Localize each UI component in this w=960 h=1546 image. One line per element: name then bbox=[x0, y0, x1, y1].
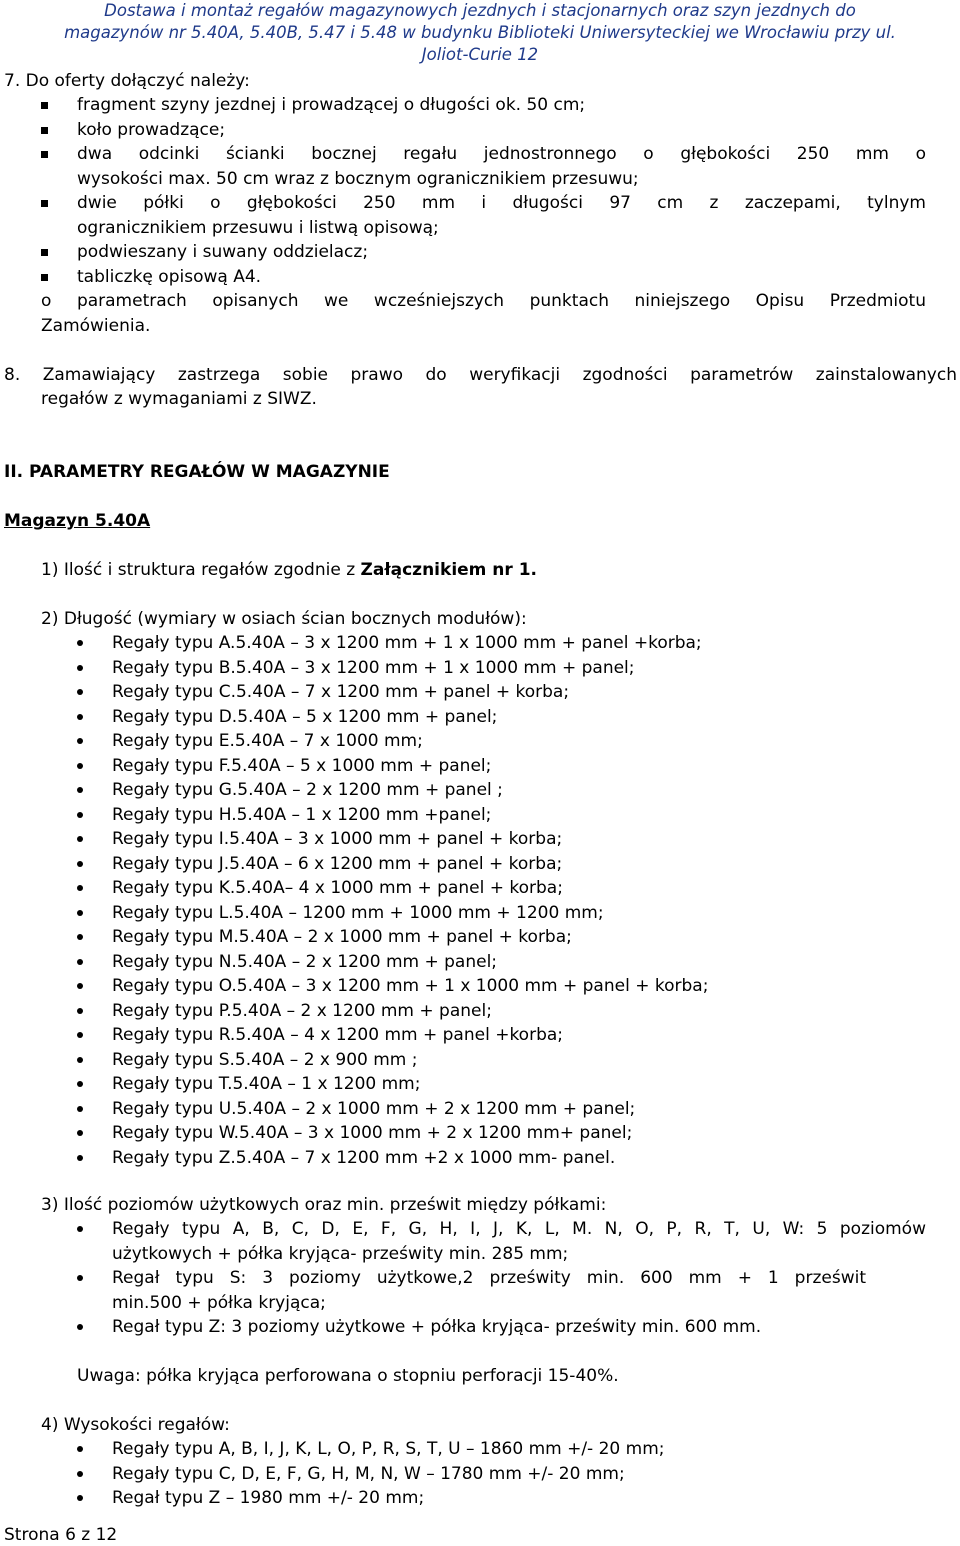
list-item: Regały typu A, B, I, J, K, L, O, P, R, S, T, U – 1860 mm +/- 20 mm; bbox=[112, 1439, 665, 1459]
list-item: Regały typu E.5.40A – 7 x 1000 mm; bbox=[112, 731, 423, 751]
list-item: Regał typu Z – 1980 mm +/- 20 mm; bbox=[112, 1488, 425, 1508]
bullet-icon bbox=[77, 836, 83, 842]
bullet-icon bbox=[77, 1032, 83, 1038]
bullet-icon bbox=[77, 861, 83, 867]
bullet-icon bbox=[77, 1008, 83, 1014]
bullet-icon bbox=[77, 1081, 83, 1087]
list-item: Regał typu Z: 3 poziomy użytkowe + półka kryjąca- prześwity min. 600 mm. bbox=[112, 1317, 762, 1337]
list-item: Regały typu A, B, C, D, E, F, G, H, I, J, K, L, M. N, O, P, R, T, U, W: 5 poziomów bbox=[112, 1219, 926, 1239]
list-item: Regały typu T.5.40A – 1 x 1200 mm; bbox=[112, 1074, 421, 1094]
list-item: Regały typu O.5.40A – 3 x 1200 mm + 1 x 1000 mm + panel + korba; bbox=[112, 976, 709, 996]
page-number: Strona 6 z 12 bbox=[4, 1525, 118, 1545]
list-item: dwa odcinki ścianki bocznej regału jednostronnego o głębokości 250 mm o bbox=[77, 144, 926, 164]
list-item: Regały typu C, D, E, F, G, H, M, N, W – 1780 mm +/- 20 mm; bbox=[112, 1463, 625, 1484]
square-bullet-icon bbox=[41, 127, 48, 134]
bullet-icon bbox=[77, 983, 83, 989]
list-item: Regały typu G.5.40A – 2 x 1200 mm + panel ; bbox=[112, 780, 503, 800]
list-item: Regały typu C.5.40A – 7 x 1200 mm + panel + korba; bbox=[112, 682, 570, 702]
list-item: fragment szyny jezdnej i prowadzącej o długości ok. 50 cm; bbox=[77, 95, 586, 115]
bullet-icon bbox=[77, 1057, 83, 1063]
list-item: Regały typu I.5.40A – 3 x 1000 mm + panel + korba; bbox=[112, 829, 563, 849]
list-item: Regały typu R.5.40A – 4 x 1200 mm + panel +korba; bbox=[112, 1025, 564, 1045]
list-item: Regały typu Z.5.40A – 7 x 1200 mm +2 x 1000 mm- panel. bbox=[112, 1147, 616, 1168]
list-item: Regały typu U.5.40A – 2 x 1000 mm + 2 x 1200 mm + panel; bbox=[112, 1098, 636, 1119]
bullet-icon bbox=[77, 763, 83, 769]
list-item: Regały typu W.5.40A – 3 x 1000 mm + 2 x 1200 mm+ panel; bbox=[112, 1123, 633, 1143]
section-8-text: 8. Zamawiający zastrzega sobie prawo do weryfikacji zgodności parametrów zainstalowanych bbox=[4, 365, 957, 385]
section-7-title: 7. Do oferty dołączyć należy: bbox=[4, 71, 250, 91]
list-item: koło prowadzące; bbox=[77, 120, 226, 140]
square-bullet-icon bbox=[41, 274, 48, 281]
bullet-icon bbox=[77, 665, 83, 671]
bullet-icon bbox=[77, 1495, 83, 1501]
list-item: Regały typu D.5.40A – 5 x 1200 mm + panel; bbox=[112, 706, 498, 727]
point-1: 1) Ilość i struktura regałów zgodnie z Załącznikiem nr 1. bbox=[41, 560, 537, 580]
list-item: Regały typu A.5.40A – 3 x 1200 mm + 1 x 1000 mm + panel +korba; bbox=[112, 633, 702, 653]
bullet-icon bbox=[77, 1275, 83, 1281]
list-item: Regały typu K.5.40A– 4 x 1000 mm + panel + korba; bbox=[112, 878, 563, 898]
bullet-icon bbox=[77, 738, 83, 744]
point-3-title: 3) Ilość poziomów użytkowych oraz min. prześwit między półkami: bbox=[41, 1195, 607, 1215]
list-item: podwieszany i suwany oddzielacz; bbox=[77, 242, 369, 262]
bullet-icon bbox=[77, 1155, 83, 1161]
list-item: Regały typu S.5.40A – 2 x 900 mm ; bbox=[112, 1049, 418, 1070]
section-heading: II. PARAMETRY REGAŁÓW W MAGAZYNIE bbox=[4, 462, 390, 482]
bullet-icon bbox=[77, 640, 83, 646]
list-item: Regały typu F.5.40A – 5 x 1000 mm + panel; bbox=[112, 755, 492, 776]
bullet-icon bbox=[77, 910, 83, 916]
list-item-continuation: ogranicznikiem przesuwu i listwą opisową; bbox=[77, 218, 439, 238]
list-item: Regały typu J.5.40A – 6 x 1200 mm + panel + korba; bbox=[112, 853, 563, 874]
bullet-icon bbox=[77, 1446, 83, 1452]
bullet-icon bbox=[77, 714, 83, 720]
bullet-icon bbox=[77, 885, 83, 891]
list-item: Regały typu L.5.40A – 1200 mm + 1000 mm + 1200 mm; bbox=[112, 902, 604, 923]
list-item: Regały typu N.5.40A – 2 x 1200 mm + panel; bbox=[112, 951, 498, 972]
bullet-icon bbox=[77, 1324, 83, 1330]
list-item-continuation: użytkowych + półka kryjąca- prześwity min. 285 mm; bbox=[112, 1244, 569, 1264]
note: Uwaga: półka kryjąca perforowana o stopniu perforacji 15-40%. bbox=[77, 1366, 619, 1386]
list-item-continuation: min.500 + półka kryjąca; bbox=[112, 1293, 326, 1313]
list-item: Regały typu M.5.40A – 2 x 1000 mm + panel + korba; bbox=[112, 927, 572, 947]
square-bullet-icon bbox=[41, 102, 48, 109]
section-7-closing: o parametrach opisanych we wcześniejszych punktach niniejszego Opisu Przedmiotu bbox=[41, 291, 926, 311]
point-2-title: 2) Długość (wymiary w osiach ścian bocznych modułów): bbox=[41, 609, 527, 629]
header-line-1: Dostawa i montaż regałów magazynowych jezdnych i stacjonarnych oraz szyn jezdnych do bbox=[104, 1, 856, 20]
bullet-icon bbox=[77, 1226, 83, 1232]
list-item: Regały typu H.5.40A – 1 x 1200 mm +panel; bbox=[112, 804, 492, 825]
bullet-icon bbox=[77, 689, 83, 695]
square-bullet-icon bbox=[41, 200, 48, 207]
list-item: Regały typu B.5.40A – 3 x 1200 mm + 1 x 1000 mm + panel; bbox=[112, 657, 635, 678]
list-item: Regały typu P.5.40A – 2 x 1200 mm + panel; bbox=[112, 1000, 492, 1021]
magazine-title: Magazyn 5.40A bbox=[4, 511, 151, 531]
header-line-3: Joliot-Curie 12 bbox=[421, 45, 539, 64]
bullet-icon bbox=[77, 1106, 83, 1112]
list-item: Regał typu S: 3 poziomy użytkowe,2 prześwity min. 600 mm + 1 prześwit bbox=[112, 1268, 866, 1288]
point-4-title: 4) Wysokości regałów: bbox=[41, 1415, 230, 1435]
bullet-icon bbox=[77, 934, 83, 940]
square-bullet-icon bbox=[41, 249, 48, 256]
bullet-icon bbox=[77, 787, 83, 793]
bullet-icon bbox=[77, 1471, 83, 1477]
section-7-closing-cont: Zamówienia. bbox=[41, 316, 151, 336]
bullet-icon bbox=[77, 959, 83, 965]
list-item-continuation: wysokości max. 50 cm wraz z bocznym ogranicznikiem przesuwu; bbox=[77, 169, 639, 189]
bullet-icon bbox=[77, 812, 83, 818]
square-bullet-icon bbox=[41, 151, 48, 158]
header-line-2: magazynów nr 5.40A, 5.40B, 5.47 i 5.48 w budynku Biblioteki Uniwersyteckiej we Wrocławiu przy ul. bbox=[64, 23, 896, 42]
list-item: tabliczkę opisową A4. bbox=[77, 267, 262, 287]
section-8-text-cont: regałów z wymaganiami z SIWZ. bbox=[41, 389, 317, 409]
list-item: dwie półki o głębokości 250 mm i długości 97 cm z zaczepami, tylnym bbox=[77, 193, 926, 213]
bullet-icon bbox=[77, 1130, 83, 1136]
